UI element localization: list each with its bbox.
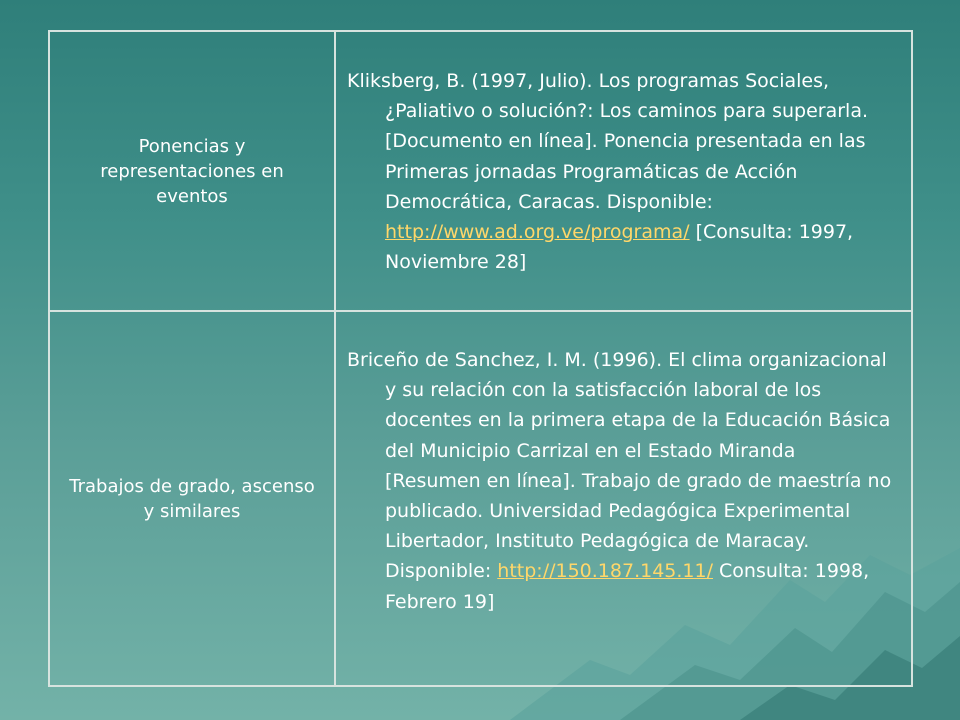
table-row bbox=[49, 31, 912, 311]
reference-link[interactable]: http://www.ad.org.ve/programa/ bbox=[385, 221, 690, 244]
table-row bbox=[49, 311, 912, 686]
reference-text-before-link: Kliksberg, B. (1997, Julio). Los programas Sociales, ¿Paliativo o solución?: Los caminos para superarla. [Documento en línea]. Ponencia presentada en las Primeras jornadas Programáticas de Acción Democrática, Caracas. Disponible: bbox=[347, 70, 869, 213]
reference-cell bbox=[335, 311, 912, 686]
reference-text-after-link: [Consulta: 1997, Noviembre 28] bbox=[385, 221, 854, 274]
category-cell bbox=[49, 31, 335, 311]
reference-entry bbox=[347, 66, 893, 277]
reference-text-before-link: Briceño de Sanchez, I. M. (1996). El clima organizacional y su relación con la satisfacción laboral de los docentes en la primera etapa de la Educación Básica del Municipio Carrizal en el Estado Miranda [Resumen en línea]. Trabajo de grado de maestría no publicado. Universidad Pedagógica Experimental Libertador, Instituto Pedagógica de Maracay. Disponible: bbox=[347, 349, 892, 583]
reference-link[interactable]: http://150.187.145.11/ bbox=[497, 560, 713, 583]
citation-table bbox=[48, 30, 913, 687]
reference-entry bbox=[347, 345, 893, 617]
reference-text-after-link: Consulta: 1998, Febrero 19] bbox=[385, 560, 870, 613]
reference-cell bbox=[335, 31, 912, 311]
category-label: Ponencias y representaciones en eventos bbox=[100, 135, 284, 207]
category-cell bbox=[49, 311, 335, 686]
category-label: Trabajos de grado, ascenso y similares bbox=[69, 475, 315, 522]
